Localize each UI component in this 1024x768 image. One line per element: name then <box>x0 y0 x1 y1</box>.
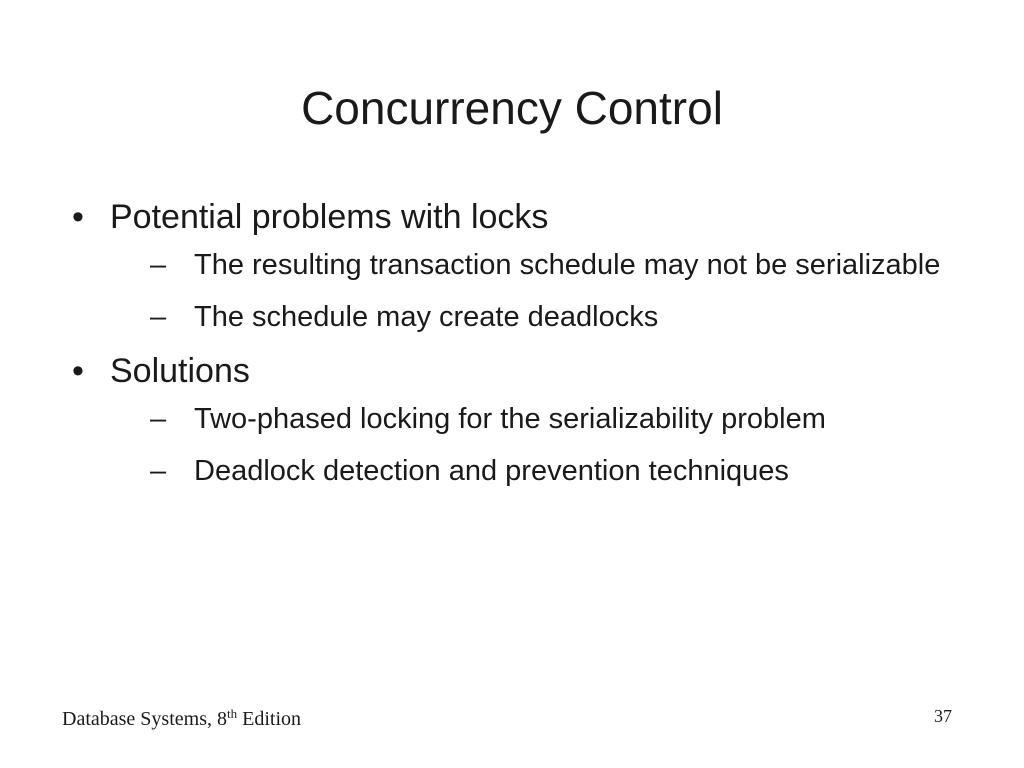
bullet-marker: • <box>72 198 84 236</box>
bullet-list <box>70 195 970 503</box>
footer-book-title <box>62 708 301 731</box>
footer-book-prefix: Database Systems, 8 <box>62 708 227 730</box>
sub-bullet-item <box>150 451 970 491</box>
sub-bullet-text: The schedule may create deadlocks <box>194 301 659 333</box>
dash-marker: – <box>150 403 167 435</box>
bullet-text: Solutions <box>110 352 250 390</box>
dash-marker: – <box>150 249 167 281</box>
bullet-item <box>70 195 970 337</box>
dash-marker: – <box>150 455 167 487</box>
dash-marker: – <box>150 301 167 333</box>
bullet-text: Potential problems with locks <box>110 198 549 236</box>
footer-book-suffix: Edition <box>237 708 301 730</box>
slide-title: Concurrency Control <box>301 82 723 134</box>
page-number: 37 <box>934 706 952 726</box>
sub-bullet-item <box>150 297 970 337</box>
sub-bullet-list <box>110 399 970 491</box>
sub-bullet-text: Two-phased locking for the serializability problem <box>194 403 826 435</box>
bullet-item <box>70 349 970 491</box>
footer-book-superscript: th <box>226 706 238 721</box>
sub-bullet-text: Deadlock detection and prevention techniques <box>194 455 789 487</box>
sub-bullet-text: The resulting transaction schedule may not be serializable <box>194 249 941 281</box>
sub-bullet-item <box>150 399 970 439</box>
sub-bullet-item <box>150 245 970 285</box>
sub-bullet-list <box>110 245 970 337</box>
bullet-marker: • <box>72 352 84 390</box>
